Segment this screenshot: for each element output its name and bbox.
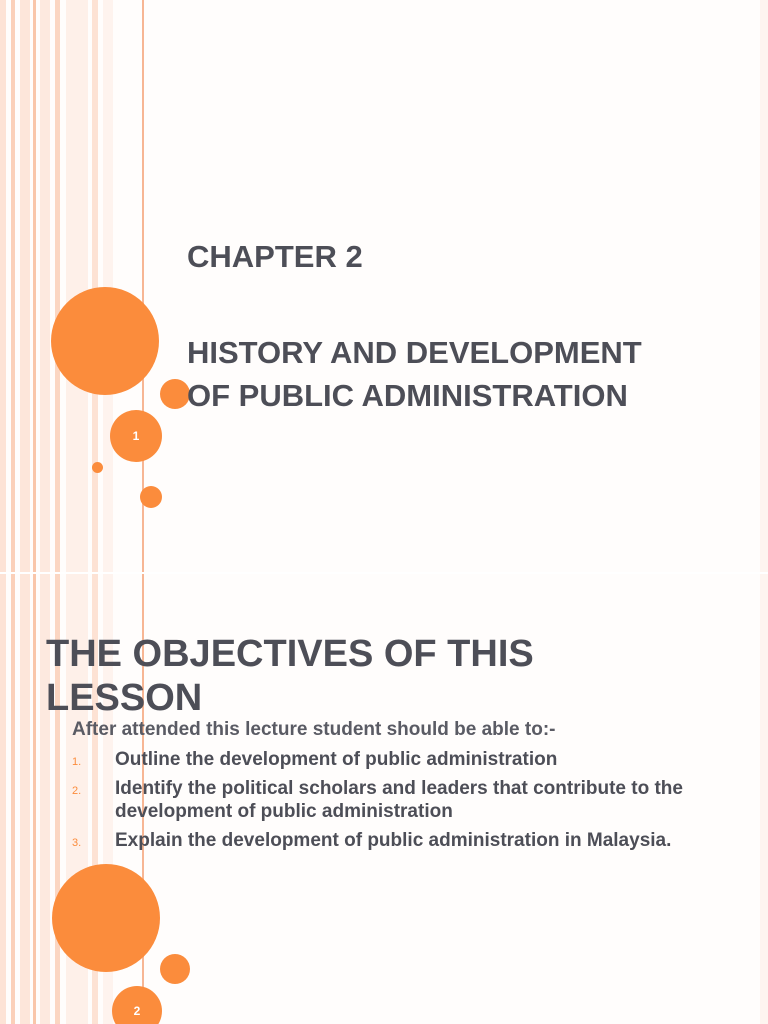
list-item bbox=[72, 829, 712, 852]
list-item-text: Identify the political scholars and leaders that contribute to the development of public administration bbox=[115, 778, 683, 822]
chapter-title: CHAPTER 2 bbox=[187, 239, 363, 274]
list-item-text: Explain the development of public administration in Malaysia. bbox=[115, 830, 672, 851]
page-number-badge: 2 bbox=[112, 986, 162, 1024]
decorative-stripe bbox=[760, 0, 768, 573]
objectives-heading-line2: LESSON bbox=[46, 677, 203, 719]
list-item-number: 3. bbox=[72, 837, 82, 849]
decorative-stripe bbox=[0, 0, 6, 573]
decorative-circle-large bbox=[51, 287, 159, 395]
list-item-number: 2. bbox=[72, 785, 82, 797]
page-number-badge: 1 bbox=[110, 410, 162, 462]
decorative-circle-small bbox=[160, 954, 190, 984]
decorative-stripe bbox=[11, 574, 15, 1024]
decorative-stripe bbox=[11, 0, 15, 573]
list-item-number: 1. bbox=[72, 756, 82, 768]
decorative-stripe bbox=[20, 0, 30, 573]
chapter-subtitle-line1: HISTORY AND DEVELOPMENT bbox=[187, 335, 642, 370]
decorative-stripe bbox=[40, 0, 50, 573]
decorative-circle-half bbox=[160, 379, 190, 409]
objectives-intro: After attended this lecture student should be able to:- bbox=[72, 719, 556, 740]
decorative-stripe bbox=[33, 0, 36, 573]
decorative-stripe bbox=[55, 0, 60, 573]
decorative-circle-tiny bbox=[92, 462, 103, 473]
decorative-stripe bbox=[20, 574, 30, 1024]
objectives-heading-line1: THE OBJECTIVES OF THIS bbox=[46, 633, 534, 675]
slide-2 bbox=[0, 574, 768, 1024]
list-item bbox=[72, 777, 712, 823]
list-item bbox=[72, 748, 712, 771]
decorative-circle-small bbox=[140, 486, 162, 508]
decorative-stripe bbox=[0, 574, 6, 1024]
list-item-text: Outline the development of public administration bbox=[115, 749, 558, 770]
chapter-subtitle-line2: OF PUBLIC ADMINISTRATION bbox=[187, 378, 628, 413]
decorative-circle-large bbox=[52, 864, 160, 972]
decorative-stripe bbox=[760, 574, 768, 1024]
objectives-list bbox=[72, 748, 712, 858]
decorative-stripe bbox=[33, 574, 36, 1024]
decorative-stripe bbox=[66, 0, 88, 573]
